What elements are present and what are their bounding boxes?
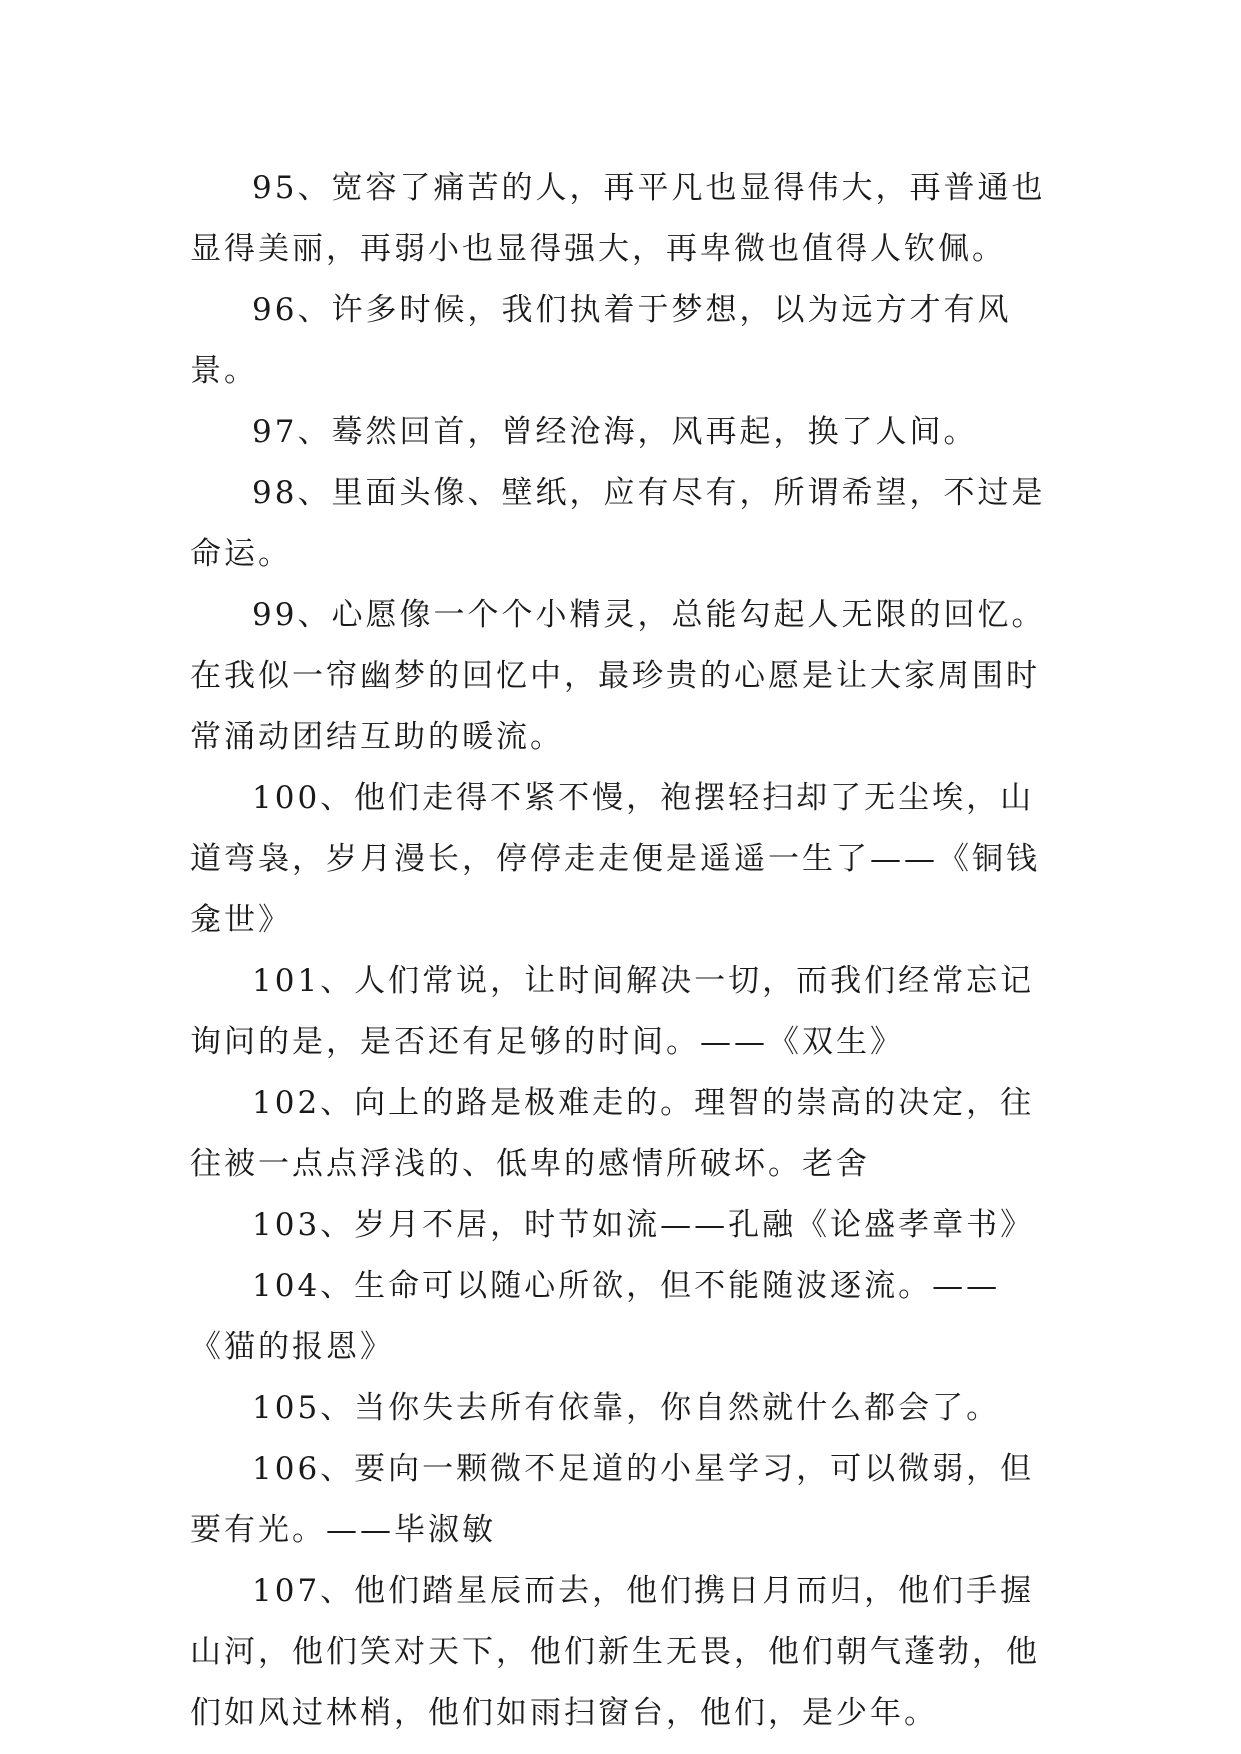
paragraph-98: 98、里面头像、壁纸，应有尽有，所谓希望，不过是命运。 [190, 475, 1046, 572]
paragraph-104: 104、生命可以随心所欲，但不能随波逐流。——《猫的报恩》 [190, 1268, 1001, 1365]
paragraph-102: 102、向上的路是极难走的。理智的崇高的决定，往往被一点点浮浅的、低卑的感情所破坏。老舍 [190, 1085, 1035, 1182]
paragraph-105: 105、当你失去所有依靠，你自然就什么都会了。 [252, 1390, 1001, 1426]
paragraph-97: 97、蓦然回首，曾经沧海，风再起，换了人间。 [252, 414, 978, 450]
paragraph-95: 95、宽容了痛苦的人，再平凡也显得伟大，再普通也显得美丽，再弱小也显得强大，再卑微也值得人钦佩。 [190, 170, 1046, 267]
paragraph-100: 100、他们走得不紧不慢，袍摆轻扫却了无尘埃，山道弯袅，岁月漫长，停停走走便是遥遥一生了——《铜钱龛世》 [190, 780, 1040, 938]
paragraph-106: 106、要向一颗微不足道的小星学习，可以微弱，但要有光。——毕淑敏 [190, 1451, 1035, 1548]
paragraph-101: 101、人们常说，让时间解决一切，而我们经常忘记询问的是，是否还有足够的时间。——《双生》 [190, 963, 1035, 1060]
paragraph-107: 107、他们踏星辰而去，他们携日月而归，他们手握山河，他们笑对天下，他们新生无畏，他们朝气蓬勃，他们如风过林梢，他们如雨扫窗台，他们，是少年。 [190, 1573, 1040, 1731]
paragraph-99: 99、心愿像一个个小精灵，总能勾起人无限的回忆。在我似一帘幽梦的回忆中，最珍贵的心愿是让大家周围时常涌动团结互助的暖流。 [190, 597, 1046, 755]
paragraph-96: 96、许多时候，我们执着于梦想，以为远方才有风景。 [190, 292, 1012, 389]
document-body [190, 158, 1050, 1744]
paragraph-103: 103、岁月不居，时节如流——孔融《论盛孝章书》 [252, 1207, 1035, 1243]
